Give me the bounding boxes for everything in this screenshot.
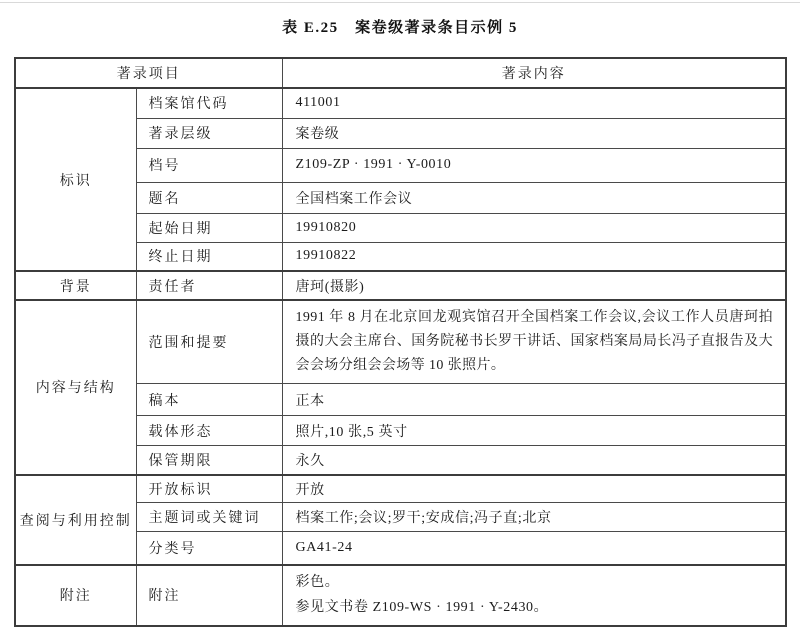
value-classification-number: GA41-24 [282, 532, 786, 565]
table-row [15, 565, 786, 626]
table-row [15, 88, 786, 118]
notes-line-2: 参见文书卷 Z109-WS · 1991 · Y-2430。 [295, 600, 549, 615]
table-row [15, 475, 786, 503]
group-cell-background: 背景 [15, 271, 136, 300]
item-label-carrier-form: 载体形态 [136, 416, 282, 446]
item-label-file-number: 档号 [136, 148, 282, 182]
item-label-notes: 附注 [136, 565, 282, 626]
column-header-content: 著录内容 [282, 58, 786, 88]
table-row [15, 271, 786, 300]
value-scope-abstract: 1991 年 8 月在北京回龙观宾馆召开全国档案工作会议,会议工作人员唐珂拍摄的大会主席台、国务院秘书长罗干讲话、国家档案局局长冯子直报告及大会会场分组会会场等 10 张照片。 [282, 300, 786, 384]
group-cell-access-control: 查阅与利用控制 [15, 475, 136, 565]
item-label-end-date: 终止日期 [136, 242, 282, 271]
item-label-archive-code: 档案馆代码 [136, 88, 282, 118]
group-cell-notes: 附注 [15, 565, 136, 626]
description-table [14, 57, 787, 627]
value-file-number: Z109-ZP · 1991 · Y-0010 [282, 148, 786, 182]
value-carrier-form: 照片,10 张,5 英寸 [282, 416, 786, 446]
value-end-date: 19910822 [282, 242, 786, 271]
value-responsible-person: 唐珂(摄影) [282, 271, 786, 300]
value-notes [282, 565, 786, 626]
value-description-level: 案卷级 [282, 118, 786, 148]
item-label-responsible-person: 责任者 [136, 271, 282, 300]
notes-line-1: 彩色。 [295, 575, 340, 590]
value-retention-period: 永久 [282, 446, 786, 475]
page-title: 表 E.25 案卷级著录条目示例 5 [282, 20, 518, 36]
item-label-title: 题名 [136, 182, 282, 213]
column-header-item: 著录项目 [15, 58, 282, 88]
group-cell-identification: 标识 [15, 88, 136, 271]
item-label-description-level: 著录层级 [136, 118, 282, 148]
item-label-open-flag: 开放标识 [136, 475, 282, 503]
table-header-row [15, 58, 786, 88]
group-cell-content-structure: 内容与结构 [15, 300, 136, 475]
page-top-rule [0, 2, 800, 3]
value-start-date: 19910820 [282, 213, 786, 242]
value-draft-type: 正本 [282, 384, 786, 416]
value-title: 全国档案工作会议 [282, 182, 786, 213]
item-label-classification-number: 分类号 [136, 532, 282, 565]
item-label-keywords: 主题词或关键词 [136, 503, 282, 532]
item-label-retention-period: 保管期限 [136, 446, 282, 475]
item-label-start-date: 起始日期 [136, 213, 282, 242]
item-label-scope-abstract: 范围和提要 [136, 300, 282, 384]
value-keywords: 档案工作;会议;罗干;安成信;冯子直;北京 [282, 503, 786, 532]
value-archive-code: 411001 [282, 88, 786, 118]
value-open-flag: 开放 [282, 475, 786, 503]
item-label-draft-type: 稿本 [136, 384, 282, 416]
table-row [15, 300, 786, 384]
